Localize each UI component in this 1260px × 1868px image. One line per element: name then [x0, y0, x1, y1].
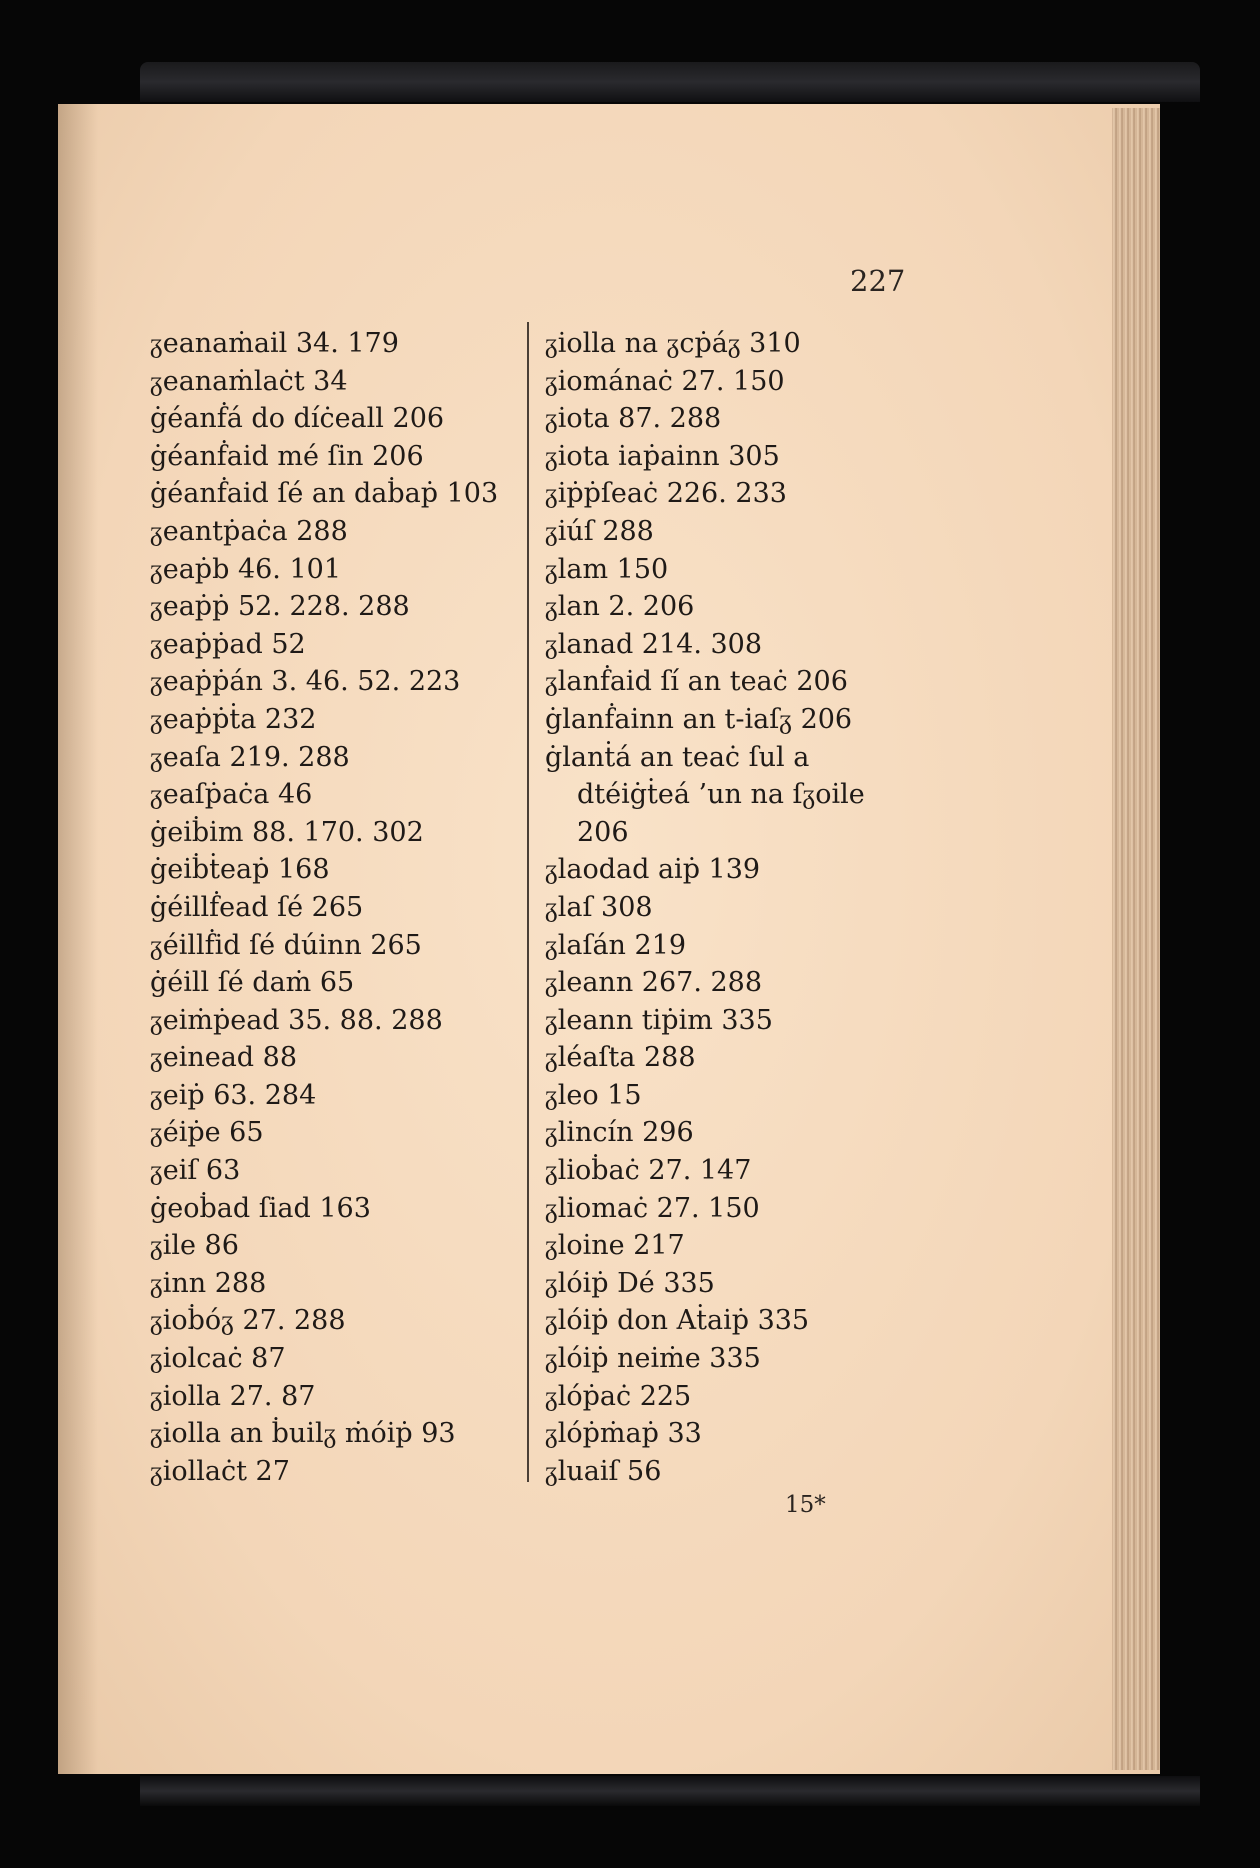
index-entry: ᵹlan 2. 206 [545, 591, 695, 623]
index-entry: ᵹeaṗṗad 52 [150, 628, 306, 660]
plastic-sleeve-top [140, 62, 1200, 102]
index-entry: ᵹiollaċt 27 [150, 1455, 290, 1487]
index-entry: ᵹeaṗb 46. 101 [150, 553, 342, 585]
index-entry: ᵹeiſ 63 [150, 1155, 241, 1187]
column-divider [527, 322, 529, 1482]
index-entry: ᵹeaſa 219. 288 [150, 741, 350, 773]
index-entry: ᵹleo 15 [545, 1079, 642, 1111]
plastic-sleeve-bottom [140, 1776, 1200, 1806]
index-entry: ᵹlanḟaid ſí an teaċ 206 [545, 666, 848, 698]
index-entry: ᵹloine 217 [545, 1230, 685, 1262]
index-entry: ġeoḃad ſiad 163 [150, 1192, 371, 1224]
index-entry: ᵹlóṗaċ 225 [545, 1380, 692, 1412]
index-entry: ᵹeiṗ 63. 284 [150, 1079, 317, 1111]
index-entry: ᵹile 86 [150, 1230, 239, 1262]
index-entry: ᵹiúſ 288 [545, 515, 654, 547]
index-entry-continuation: 206 [577, 816, 629, 848]
index-entry: ᵹlam 150 [545, 553, 669, 585]
index-entry: ᵹeaṗṗ 52. 228. 288 [150, 591, 410, 623]
signature-mark: 15* [785, 1492, 826, 1518]
index-entry: ġéanḟá do díċeall 206 [150, 403, 445, 435]
index-entry: ᵹlóiṗ don Aṫaiṗ 335 [545, 1305, 810, 1337]
index-entry: ᵹiolcaċ 87 [150, 1343, 286, 1375]
index-entry: ᵹiománaċ 27. 150 [545, 365, 785, 397]
index-entry: ᵹiota 87. 288 [545, 403, 722, 435]
index-entry-continuation: dtéiġṫeá ’un na ſᵹoile [577, 779, 865, 811]
page-edge-stack [1112, 108, 1160, 1770]
index-entry: ᵹleann tiṗim 335 [545, 1004, 773, 1036]
index-entry: ᵹlaſ 308 [545, 891, 653, 923]
index-entry: ᵹiolla an ḃuilᵹ ṁóiṗ 93 [150, 1418, 456, 1450]
index-entry: ᵹeaṗṗṫa 232 [150, 703, 317, 735]
index-entry: ᵹlóiṗ neiṁe 335 [545, 1343, 761, 1375]
index-entry: ᵹiota iaṗainn 305 [545, 440, 780, 472]
index-entry: ᵹiṗṗſeaċ 226. 233 [545, 478, 787, 510]
index-entry: ᵹlóiṗ Dé 335 [545, 1267, 715, 1299]
index-entry: ᵹioḃóᵹ 27. 288 [150, 1305, 346, 1337]
index-entry: ᵹlanad 214. 308 [545, 628, 763, 660]
index-column-left [150, 325, 520, 1490]
index-entry: ᵹiolla 27. 87 [150, 1380, 316, 1412]
page-number: 227 [850, 264, 906, 298]
page-gutter-shadow [58, 104, 98, 1774]
index-entry: ᵹlaodad aiṗ 139 [545, 854, 761, 886]
index-entry: ᵹléaſta 288 [545, 1042, 696, 1074]
index-entry: ᵹliomaċ 27. 150 [545, 1192, 760, 1224]
index-entry: ᵹlóṗṁaṗ 33 [545, 1418, 702, 1450]
index-entry: ġlanḟainn an t-iaſᵹ 206 [545, 703, 853, 735]
index-entry: ᵹeanaṁail 34. 179 [150, 328, 399, 359]
index-entry: ᵹeiṁṗead 35. 88. 288 [150, 1004, 443, 1036]
index-entry: ġéanḟaid mé ſin 206 [150, 440, 424, 472]
index-entry: ᵹéillḟid ſé dúinn 265 [150, 929, 422, 961]
index-entry: ᵹiolla na ᵹcṗáᵹ 310 [545, 328, 801, 359]
index-entry: ġlanṫá an teaċ ſul a [545, 741, 810, 773]
index-entry: ᵹlincín 296 [545, 1117, 694, 1149]
index-entry: ġéanḟaid ſé an daḃaṗ 103 [150, 478, 499, 510]
index-entry: ᵹeantṗaċa 288 [150, 515, 348, 547]
index-entry: ᵹleann 267. 288 [545, 967, 763, 999]
index-entry: ġeiḃim 88. 170. 302 [150, 816, 424, 848]
index-entry: ᵹlioḃaċ 27. 147 [545, 1155, 752, 1187]
index-entry: ᵹinn 288 [150, 1267, 267, 1299]
index-entry: ġeiḃṫeaṗ 168 [150, 854, 330, 886]
index-entry: ᵹeaſṗaċa 46 [150, 779, 313, 811]
index-entry: ᵹeanaṁlaċt 34 [150, 365, 348, 397]
index-entry: ᵹeaṗṗán 3. 46. 52. 223 [150, 666, 461, 698]
index-entry: ᵹlaſán 219 [545, 929, 687, 961]
index-column-right [545, 325, 915, 1490]
index-entry: ġéill ſé daṁ 65 [150, 967, 355, 999]
index-entry: ᵹéiṗe 65 [150, 1117, 264, 1149]
index-entry: ġéillḟead ſé 265 [150, 891, 364, 923]
index-entry: ᵹeinead 88 [150, 1042, 298, 1074]
index-entry: ᵹluaiſ 56 [545, 1455, 662, 1487]
